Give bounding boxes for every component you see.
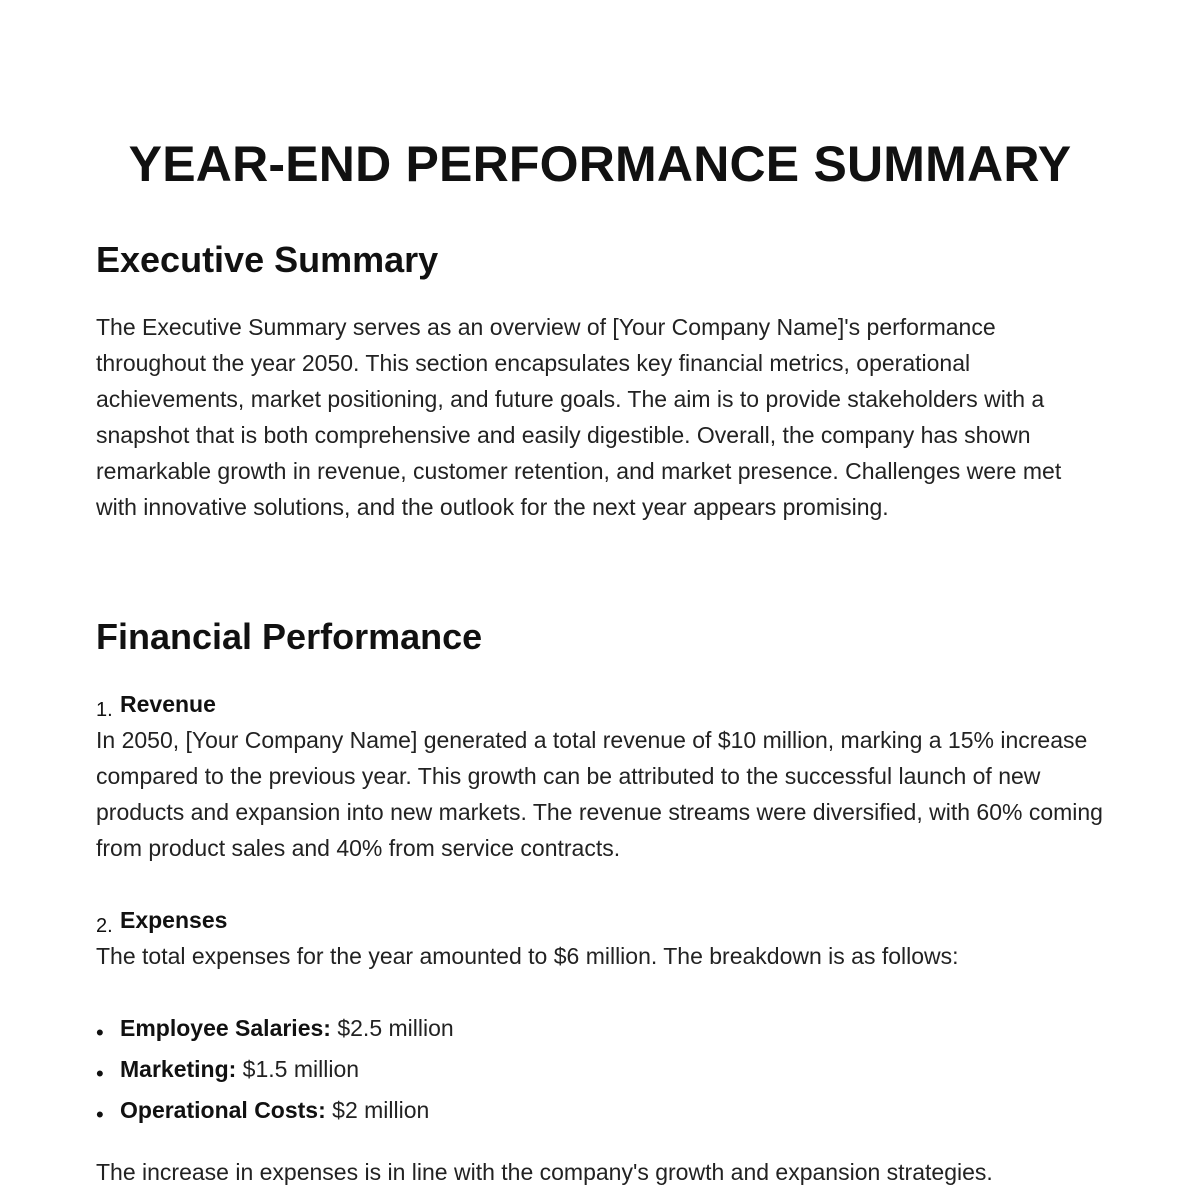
- expenses-intro-paragraph: The total expenses for the year amounted to $6 million. The breakdown is as follows:: [96, 943, 959, 969]
- list-item: [96, 1092, 454, 1133]
- expense-value: $2.5 million: [330, 1015, 454, 1041]
- revenue-item-label: Revenue: [120, 691, 216, 717]
- bullet-icon: •: [96, 1020, 104, 1045]
- expense-label: Operational Costs:: [120, 1097, 326, 1123]
- expense-label: Marketing:: [120, 1056, 237, 1082]
- expense-value: $2 million: [325, 1097, 430, 1123]
- bullet-icon: •: [96, 1102, 104, 1127]
- financial-performance-heading: Financial Performance: [96, 616, 483, 657]
- expenses-item-label: Expenses: [120, 907, 228, 933]
- revenue-paragraph: In 2050, [Your Company Name] generated a total revenue of $10 million, marking a 15% increase compared to the previous year. This growth can be attributed to the successful launch of new products and expansion into new markets. The revenue streams were diversified, with 60% coming from product sales and 40% from service contracts.: [96, 727, 1103, 861]
- document-title: YEAR-END PERFORMANCE SUMMARY: [128, 136, 1072, 192]
- expenses-item-number: 2.: [96, 915, 113, 937]
- expenses-closing-paragraph: The increase in expenses is in line with the company's growth and expansion strategies.: [96, 1159, 993, 1185]
- executive-summary-heading: Executive Summary: [96, 239, 439, 280]
- expense-label: Employee Salaries:: [120, 1015, 331, 1041]
- executive-summary-paragraph: The Executive Summary serves as an overview of [Your Company Name]'s performance throughout the year 2050. This section encapsulates key financial metrics, operational achievements, market positioning, and future goals. The aim is to provide stakeholders with a snapshot that is both comprehensive and easily digestible. Overall, the company has shown remarkable growth in revenue, customer retention, and market presence. Challenges were met with innovative solutions, and the outlook for the next year appears promising.: [96, 314, 1062, 520]
- revenue-item-number: 1.: [96, 699, 113, 721]
- list-item: [96, 1051, 454, 1092]
- bullet-icon: •: [96, 1061, 104, 1086]
- expense-value: $1.5 million: [236, 1056, 360, 1082]
- expenses-breakdown-list: [96, 1010, 454, 1133]
- list-item: [96, 1010, 454, 1051]
